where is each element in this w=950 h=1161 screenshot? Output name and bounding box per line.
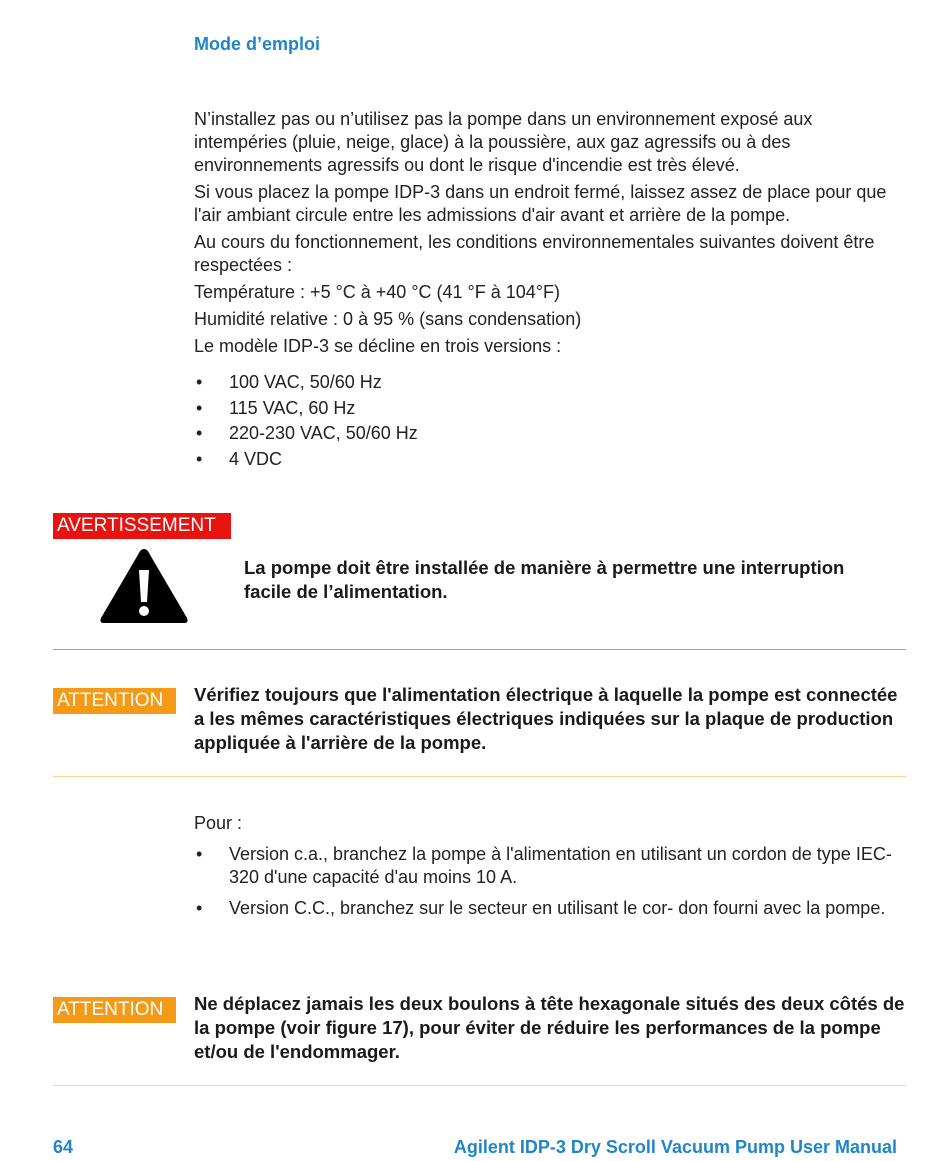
warning-triangle-icon	[98, 546, 190, 626]
warning-message: La pompe doit être installée de manière à permettre une interruption facile de l’alimentation.	[244, 557, 845, 602]
attention-message: Ne déplacez jamais les deux boulons à tête hexagonale situés des deux côtés de la pompe (voir figure 17), pour éviter de réduire les performances de la pompe et/ou de l'endommager.	[194, 993, 905, 1062]
connection-list	[194, 843, 904, 920]
divider	[53, 1085, 906, 1086]
paragraph: Humidité relative : 0 à 95 % (sans condensation)	[194, 309, 582, 329]
intro-text	[194, 108, 904, 362]
attention-label: ATTENTION	[53, 997, 176, 1023]
paragraph: Température : +5 °C à +40 °C (41 °F à 104°F)	[194, 282, 560, 302]
versions-list	[194, 370, 418, 472]
list-item: • 4 VDC	[194, 447, 418, 473]
page-number: 64	[53, 1137, 74, 1157]
paragraph: Le modèle IDP-3 se décline en trois versions :	[194, 336, 562, 356]
connection-text	[194, 812, 904, 928]
warning-label: AVERTISSEMENT	[53, 513, 231, 539]
paragraph: Si vous placez la pompe IDP-3 dans un endroit fermé, laissez assez de place pour que l'air ambiant circule entre les admissions d'air avant et arrière de la pompe.	[194, 182, 887, 225]
list-item: • Version c.a., branchez la pompe à l'alimentation en utilisant un cordon de type IEC-320 d'une capacité d'au moins 10 A.	[194, 843, 904, 889]
list-item: • 115 VAC, 60 Hz	[194, 396, 418, 422]
section-header: Mode d’emploi	[194, 34, 320, 54]
divider	[53, 776, 906, 777]
manual-title: Agilent IDP-3 Dry Scroll Vacuum Pump User Manual	[453, 1137, 897, 1157]
paragraph: Au cours du fonctionnement, les conditions environnementales suivantes doivent être respectées :	[194, 232, 875, 275]
list-item: • Version C.C., branchez sur le secteur en utilisant le cor- don fourni avec la pompe.	[194, 897, 904, 920]
list-item: • 100 VAC, 50/60 Hz	[194, 370, 418, 396]
attention-label: ATTENTION	[53, 688, 176, 714]
attention-message: Vérifiez toujours que l'alimentation électrique à laquelle la pompe est connectée a les mêmes caractéristiques électriques indiquées sur la plaque de production appliquée à l'arrière de la pompe.	[194, 684, 898, 753]
paragraph: Pour :	[194, 813, 243, 833]
divider	[53, 649, 906, 650]
paragraph: N’installez pas ou n’utilisez pas la pompe dans un environnement exposé aux intempéries (pluie, neige, glace) à la poussière, aux gaz agressifs ou à des environnements agressifs ou dont le risque d'incendie est très élevé.	[194, 109, 813, 175]
list-item: • 220-230 VAC, 50/60 Hz	[194, 421, 418, 447]
